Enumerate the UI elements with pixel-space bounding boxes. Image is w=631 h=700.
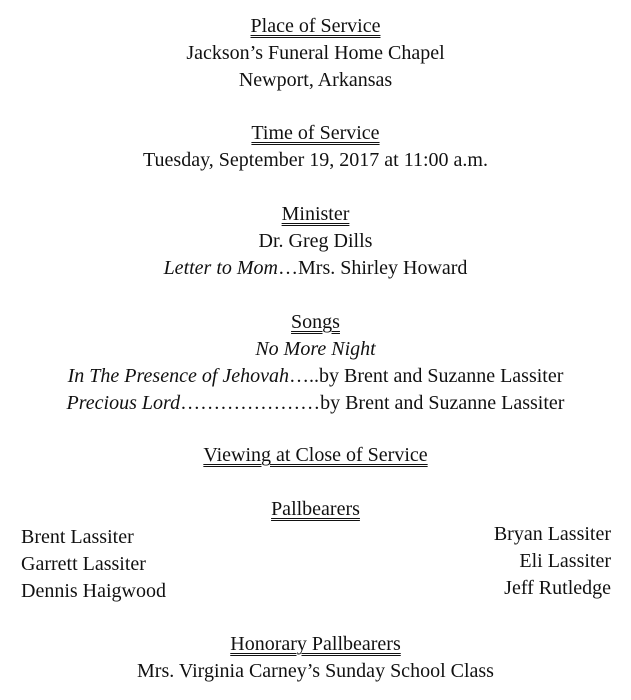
honorary-pallbearers-heading: Honorary Pallbearers <box>230 633 401 655</box>
pallbearers-heading: Pallbearers <box>271 498 360 520</box>
song-leader: ………………… <box>180 392 321 414</box>
pallbearer-right: Eli Lassiter <box>519 550 611 572</box>
pallbearer-left: Dennis Haigwood <box>21 580 166 602</box>
place-line-1: Jackson’s Funeral Home Chapel <box>186 42 445 64</box>
time-line-1: Tuesday, September 19, 2017 at 11:00 a.m. <box>143 149 488 171</box>
pallbearer-right: Bryan Lassiter <box>493 523 611 545</box>
time-of-service-heading: Time of Service <box>251 122 380 144</box>
minister-heading: Minister <box>281 203 350 225</box>
letter-leader: … <box>278 257 298 279</box>
honorary-line-1: Mrs. Virginia Carney’s Sunday School Class <box>137 660 494 682</box>
minister-name: Dr. Greg Dills <box>258 230 373 252</box>
song-title: In The Presence of Jehovah <box>67 365 290 387</box>
songs-heading: Songs <box>291 311 340 333</box>
song-line <box>0 364 631 388</box>
pallbearer-left: Garrett Lassiter <box>21 553 146 575</box>
pallbearer-left: Brent Lassiter <box>21 526 134 548</box>
song-line <box>0 391 631 415</box>
letter-to-mom-line <box>0 256 631 280</box>
song-title: Precious Lord <box>66 392 181 414</box>
letter-by: Mrs. Shirley Howard <box>298 257 468 279</box>
letter-title: Letter to Mom <box>163 257 278 279</box>
place-of-service-heading: Place of Service <box>250 15 381 37</box>
song-performer: by Brent and Suzanne Lassiter <box>320 392 565 414</box>
song-line <box>0 337 631 361</box>
place-line-2: Newport, Arkansas <box>238 69 393 91</box>
song-performer: by Brent and Suzanne Lassiter <box>319 365 564 387</box>
song-title: No More Night <box>255 338 376 360</box>
pallbearer-right: Jeff Rutledge <box>504 577 611 599</box>
viewing-heading: Viewing at Close of Service <box>203 444 428 466</box>
song-leader: ….. <box>289 365 320 387</box>
